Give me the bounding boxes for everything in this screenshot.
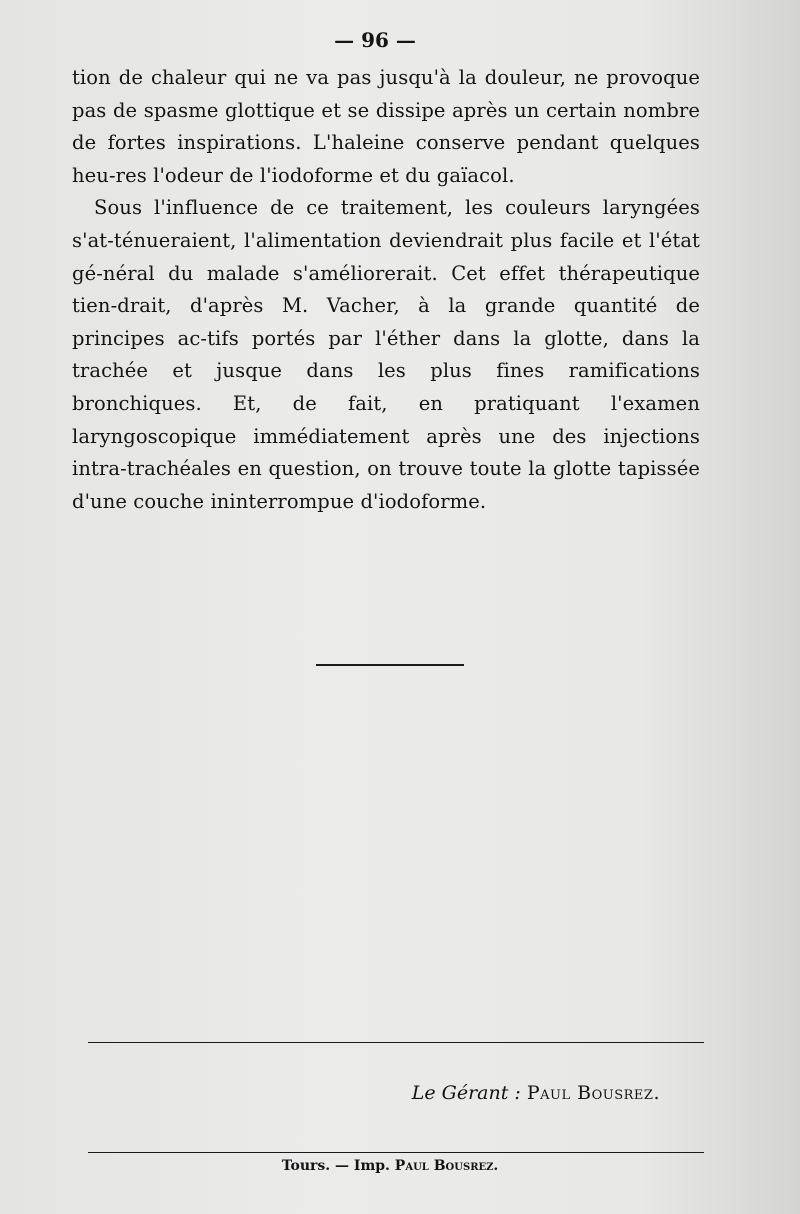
section-divider-rule <box>316 664 464 666</box>
gerant-name: Paul Bousrez. <box>526 1082 660 1104</box>
page-number: — 96 — <box>334 28 416 52</box>
footer-top-rule <box>88 1042 704 1043</box>
printer-imprint <box>0 1158 780 1174</box>
gerant-label: Le Gérant : <box>411 1082 521 1104</box>
imprint-rule <box>88 1152 704 1153</box>
imprint-name: Paul Bousrez. <box>394 1158 499 1174</box>
paragraph-continuation: tion de chaleur qui ne va pas jusqu'à la douleur, ne provoque pas de spasme glottique et se dissipe après un certain nombre de fortes inspirations. L'haleine conserve pendant quelques heu-res l'odeur de l'iodoforme et du gaïacol. <box>72 66 700 187</box>
paragraph-treatment-effect: Sous l'influence de ce traitement, les couleurs laryngées s'at-ténueraient, l'alimentation deviendrait plus facile et l'état gé-néral du malade s'améliorerait. Cet effet thérapeutique tien-drait, d'après M. Vacher, à la grande quantité de principes ac-tifs portés par l'éther dans la glotte, dans la trachée et jusque dans les plus fines ramifications bronchiques. Et, de fait, en pratiquant l'examen laryngoscopique immédiatement après une des injections intra-trachéales en question, on trouve toute la glotte tapissée d'une couche ininterrompue d'iodoforme. <box>72 196 700 513</box>
body-text <box>72 62 700 518</box>
gerant-signature-line <box>0 1082 660 1104</box>
imprint-place: Tours. — Imp. <box>281 1158 390 1174</box>
